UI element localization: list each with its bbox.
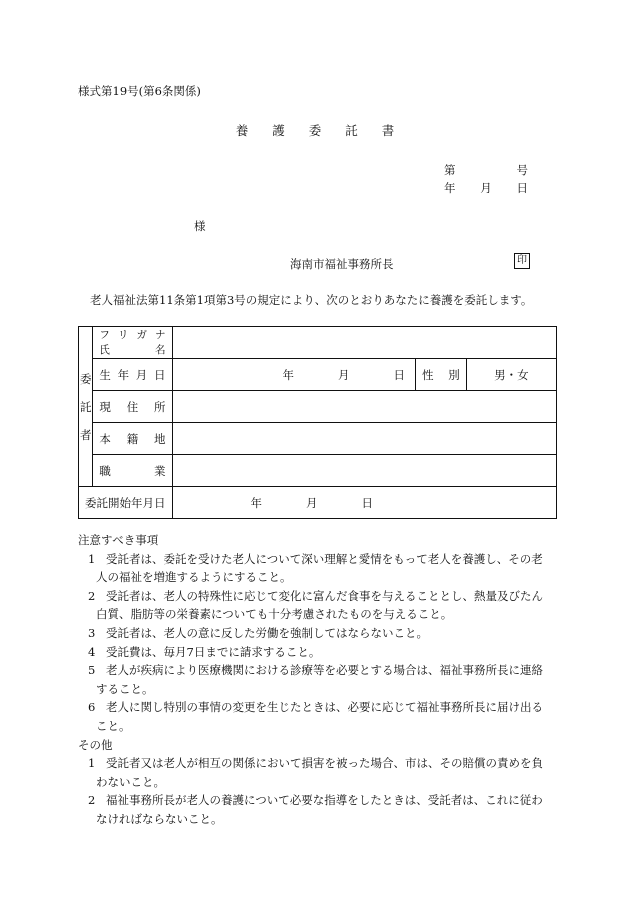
note-item: 1 受託者は、委託を受けた老人について深い理解と愛情をもって老人を養護し、その老人の福祉を増進するようにすること。 bbox=[88, 551, 543, 585]
side-char: 者 bbox=[79, 427, 92, 442]
start-date-label: 委 託 開 始 年 月 日 bbox=[79, 487, 173, 519]
note-item: 4 受託費は、毎月7日までに請求すること。 bbox=[88, 644, 321, 659]
title-char: 書 bbox=[381, 123, 395, 138]
notes-heading: 注意すべき事項 bbox=[78, 533, 159, 547]
intro-text: 老人福祉法第11条第1項第3号の規定により、次のとおりあなたに養護を委託します。 bbox=[90, 293, 533, 307]
side-char: 託 bbox=[79, 399, 92, 414]
date-day: 日 bbox=[516, 181, 528, 195]
note-item: 6 老人に関し特別の事情の変更を生じたときは、必要に応じて福祉事務所長に届け出ること。 bbox=[88, 700, 543, 733]
note-item: 5 老人が疾病により医療機関における診療等を必要とする場合は、福祉事務所長に連絡すること。 bbox=[88, 663, 543, 696]
number-go: 号 bbox=[516, 163, 528, 177]
consignee-table bbox=[78, 326, 557, 519]
address-field[interactable] bbox=[172, 391, 557, 423]
gender-field[interactable]: 男・女 bbox=[466, 359, 556, 391]
other-heading: その他 bbox=[78, 737, 113, 752]
seal-mark: 印 bbox=[514, 253, 530, 269]
start-date-field[interactable]: 年 月 日 bbox=[172, 487, 557, 519]
document-number bbox=[444, 162, 528, 178]
domicile-label: 本 籍 地 bbox=[93, 423, 172, 455]
birth-date-field[interactable]: 年 月 日 bbox=[172, 359, 415, 391]
side-char: 委 bbox=[79, 371, 92, 386]
document-title bbox=[0, 121, 630, 139]
name-field[interactable] bbox=[172, 327, 557, 359]
furigana-label: フ リ ガ ナ bbox=[99, 328, 166, 341]
note-item: 3 受託者は、老人の意に反した労働を強制してはならないこと。 bbox=[88, 625, 428, 640]
title-char: 養 bbox=[235, 123, 249, 138]
name-label: 氏 名 bbox=[99, 343, 166, 356]
gender-label: 性 別 bbox=[415, 359, 466, 391]
job-label: 職 業 bbox=[93, 455, 172, 487]
number-dai: 第 bbox=[444, 163, 456, 177]
addressee-suffix: 様 bbox=[194, 219, 206, 233]
name-label-cell bbox=[93, 327, 172, 359]
birth-label: 生 年 月 日 bbox=[93, 359, 172, 391]
other-item: 2 福祉事務所長が老人の養護について必要な指導をしたときは、受託者は、これに従わなければならないこと。 bbox=[88, 793, 543, 826]
title-char: 護 bbox=[272, 123, 285, 138]
title-char: 託 bbox=[345, 123, 358, 138]
issue-date bbox=[444, 180, 528, 196]
form-code: 様式第19号(第6条関係) bbox=[78, 84, 201, 98]
issuer-name: 海南市福祉事務所長 bbox=[290, 257, 394, 271]
other-item: 1 受託者又は老人が相互の関係において損害を被った場合、市は、その賠償の責めを負わないこと。 bbox=[88, 756, 543, 789]
date-year: 年 bbox=[444, 181, 456, 195]
notes-section bbox=[78, 531, 554, 829]
date-month: 月 bbox=[480, 181, 492, 195]
job-field[interactable] bbox=[172, 455, 557, 487]
address-label: 現 住 所 bbox=[93, 391, 172, 423]
consignee-side-label bbox=[79, 327, 93, 487]
title-char: 委 bbox=[308, 123, 322, 138]
note-item: 2 受託者は、老人の特殊性に応じて変化に富んだ食事を与えることとし、熱量及びたん白質、脂肪等の栄養素についても十分考慮されたものを与えること。 bbox=[88, 588, 543, 622]
domicile-field[interactable] bbox=[172, 423, 557, 455]
